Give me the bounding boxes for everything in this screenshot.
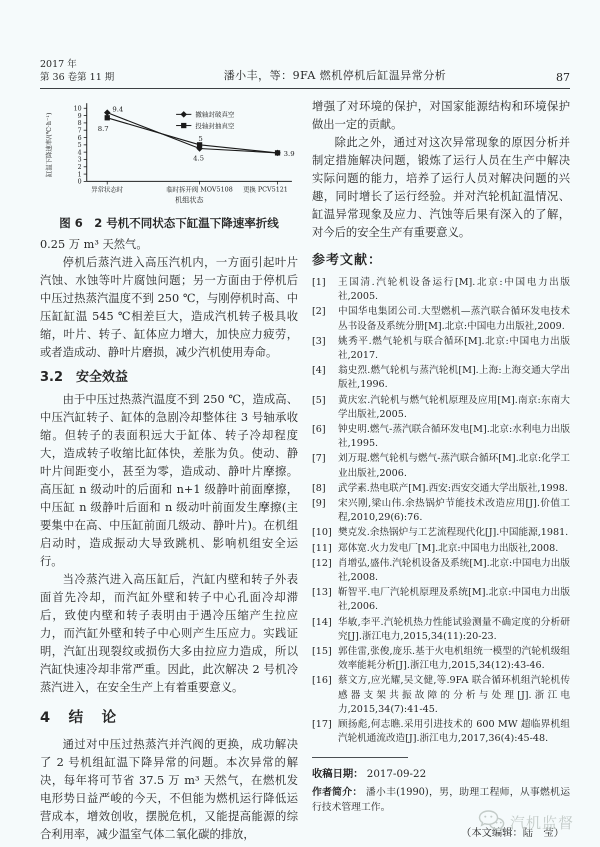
svg-text:机组状态: 机组状态 bbox=[175, 195, 204, 205]
reference-text: 姚秀平.燃气轮机与联合循环[M].北京:中国电力出版社,2017. bbox=[338, 335, 570, 362]
reference-number: [6] bbox=[312, 424, 326, 436]
svg-text:7: 7 bbox=[77, 127, 82, 135]
reference-text: 中国华电集团公司.大型燃机—蒸汽联合循环发电技术丛书设备及系统分册[M].北京:中国电力出版社,2009. bbox=[338, 306, 570, 332]
svg-text:6: 6 bbox=[77, 134, 82, 142]
reference-text: 武学素.热电联产[M].西安:西安交通大学出版社,1998. bbox=[338, 482, 568, 494]
reference-number: [15] bbox=[312, 646, 332, 658]
reference-item bbox=[312, 645, 570, 673]
author-bio-text: 潘小丰(1990)，男，助理工程师，从事燃机运行技术管理工作。 bbox=[312, 786, 571, 813]
svg-text:5: 5 bbox=[198, 134, 203, 143]
reference-item bbox=[312, 497, 570, 525]
reference-text: 顾扬彪,何志瞧.采用引进技术的 600 MW 超临界机组汽轮机通流改造[J].浙江电力,2017,36(4):45-48. bbox=[338, 719, 570, 745]
reference-text: 靳智平.电厂汽轮机原理及系统[M].北京:中国电力出版社,2006. bbox=[338, 587, 570, 613]
references-heading: 参考文献： bbox=[312, 253, 383, 268]
reference-item bbox=[312, 718, 570, 746]
svg-text:9: 9 bbox=[77, 112, 82, 120]
received-date-value: 2017-09-22 bbox=[366, 767, 427, 780]
references-list bbox=[312, 276, 570, 747]
reference-number: [2] bbox=[312, 306, 326, 318]
reference-item bbox=[312, 616, 570, 644]
svg-text:更换 PCV5121: 更换 PCV5121 bbox=[243, 185, 288, 194]
svg-text:4: 4 bbox=[77, 149, 82, 157]
reference-item bbox=[312, 542, 570, 556]
reference-text: 郭佳雷,张俊,庞乐.基于火电机组统一模型的汽轮机级组效率能耗分析[J].浙江电力,2015,34(12):43-46. bbox=[338, 646, 570, 672]
reference-number: [16] bbox=[312, 675, 332, 687]
reference-item bbox=[312, 364, 570, 392]
header-rule bbox=[40, 88, 570, 89]
reference-item bbox=[312, 674, 570, 717]
svg-text:3.9: 3.9 bbox=[283, 149, 295, 158]
reference-number: [4] bbox=[312, 365, 326, 377]
paragraph: 当冷蒸汽进入高压缸后，汽缸内壁和转子外表面首先冷却，而汽缸外壁和转子中心孔面冷却滞后，致使内壁和转子表明由于遇冷压缩产生拉应力，而汽缸外壁和转子中心则产生压应力。实践证明，汽缸出现裂纹或损伤大多由拉应力造成，所以汽缸快速冷却非常严重。因此，此次解决 2 号机冷蒸汽进入，在安全生产上有着重要意义。 bbox=[40, 573, 298, 694]
editor-note: （本文编辑：陆 莹） bbox=[461, 826, 564, 839]
reference-text: 蔡文方,应光耀,吴文健,等.9FA 联合循环机组汽轮机传感器支架共振故障的分析与处理[J].浙江电力,2015,34(7):41-45. bbox=[338, 675, 570, 715]
left-column bbox=[40, 98, 298, 844]
svg-text:8: 8 bbox=[77, 120, 82, 128]
page-number: 87 bbox=[556, 71, 570, 84]
reference-text: 郑体宽.火力发电厂[M].北京:中国电力出版社,2008. bbox=[338, 542, 559, 554]
svg-text:5: 5 bbox=[77, 142, 82, 150]
watermark-label: 汽机监督 bbox=[509, 813, 574, 832]
reference-text: 翁史烈.燃气轮机与蒸汽轮机[M].上海:上海交通大学出版社,1996. bbox=[338, 365, 570, 391]
section-3-2-heading: 3.2 安全效益 bbox=[40, 370, 129, 385]
paragraph: 停机后蒸汽进入高压汽机内，一方面引起叶片汽蚀、水蚀等叶片腐蚀问题；另一方面由于停机后中压过热蒸汽温度不到 250 ℃，与刚停机时高、中压缸缸温 545 ℃相差巨大，造成汽机转子极具收缩，叶片、转子、缸体应力增大，加快应力疲劳，或者造成动、静叶片磨损，减少汽机使用寿命。 bbox=[40, 256, 298, 359]
reference-number: [17] bbox=[312, 719, 332, 731]
reference-text: 华敏,李平.汽轮机热力性能试验测量不确定度的分析研究[J].浙江电力,2015,34(11):20-23. bbox=[338, 616, 570, 642]
journal-issue-block bbox=[40, 58, 160, 84]
paragraph-continuation: 增强了对环境的保护，对国家能源结构和环境保护做出一定的贡献。 bbox=[312, 100, 570, 131]
svg-text:0: 0 bbox=[77, 178, 82, 186]
reference-text: 肖增弘,盛伟.汽轮机设备及系统[M].北京:中国电力出版社,2008. bbox=[338, 557, 570, 584]
cylinder-temp-drop-chart bbox=[40, 98, 298, 212]
reference-item bbox=[312, 423, 570, 451]
reference-number: [12] bbox=[312, 557, 332, 569]
reference-text: 樊克发.余热锅炉与工艺流程现代化[J].中国能源,1981. bbox=[338, 527, 569, 539]
reference-item bbox=[312, 452, 570, 480]
paragraph-continuation: 0.25 万 m³ 天然气。 bbox=[40, 238, 148, 251]
svg-text:异常状态时: 异常状态时 bbox=[91, 185, 124, 194]
svg-text:9.4: 9.4 bbox=[112, 105, 124, 114]
svg-text:1: 1 bbox=[77, 171, 82, 179]
footnote-rule bbox=[312, 757, 408, 758]
svg-text:投轴封抽真空: 投轴封抽真空 bbox=[195, 121, 235, 130]
wechat-watermark bbox=[478, 809, 574, 835]
svg-text:撤轴封破真空: 撤轴封破真空 bbox=[195, 110, 235, 119]
reference-number: [1] bbox=[312, 277, 326, 288]
paragraph: 由于中压过热蒸汽温度不到 250 ℃，造成高、中压汽缸转子、缸体的急剧冷却整体往 3 号轴承收缩。但转子的表面积远大于缸体、转子冷却程度大，造成转子收缩比缸体快，差胀为负。使动、静叶片间距变小，甚至为零，造成动、静叶片摩擦。高压缸 n 级动叶的后面和 n+1 级静叶前面摩擦，中压缸 n 级静叶后面和 n 级动叶前面发生摩擦(主要集中在高、中压缸前面几级动、静叶片)。在机组启动时，造成振动大导致跳机、影响机组安全运行。 bbox=[40, 393, 298, 568]
svg-text:缸温下降速率/(℃·h⁻¹): 缸温下降速率/(℃·h⁻¹) bbox=[45, 112, 54, 178]
reference-item bbox=[312, 305, 570, 333]
figure-caption: 图 6 2 号机不同状态下缸温下降速率折线 bbox=[59, 216, 279, 230]
svg-text:8.7: 8.7 bbox=[97, 124, 109, 133]
received-date-label: 收稿日期： bbox=[312, 767, 364, 780]
reference-number: [14] bbox=[312, 616, 332, 628]
journal-volume-issue: 第 36 卷第 11 期 bbox=[40, 72, 115, 83]
reference-item bbox=[312, 526, 570, 540]
right-column bbox=[312, 98, 570, 844]
two-column-body bbox=[40, 98, 570, 844]
reference-text: 王国清.汽轮机设备运行[M].北京:中国电力出版社,2005. bbox=[338, 277, 570, 303]
reference-number: [5] bbox=[312, 394, 326, 406]
svg-text:2: 2 bbox=[77, 164, 82, 172]
reference-number: [9] bbox=[312, 498, 326, 510]
reference-text: 黄庆宏.汽轮机与燃气轮机原理及应用[M].南京:东南大学出版社,2005. bbox=[338, 394, 570, 420]
journal-year: 2017 年 bbox=[40, 59, 77, 70]
reference-item bbox=[312, 394, 570, 422]
svg-text:临时拆开阀 MOV5108: 临时拆开阀 MOV5108 bbox=[166, 185, 233, 194]
reference-item bbox=[312, 557, 570, 585]
reference-text: 刘万琨.燃气轮机与燃气-蒸汽联合循环[M].北京:化学工业出版社,2006. bbox=[338, 453, 570, 479]
wechat-icon bbox=[478, 809, 505, 835]
reference-number: [11] bbox=[312, 542, 332, 554]
section-4-heading: 4 结 论 bbox=[40, 710, 119, 726]
received-date-line bbox=[312, 766, 570, 782]
page-header bbox=[40, 58, 570, 84]
reference-number: [7] bbox=[312, 453, 326, 465]
reference-number: [8] bbox=[312, 482, 326, 494]
reference-text: 钟史明.燃气-蒸汽联合循环发电[M].北京:水利电力出版社,1995. bbox=[338, 424, 570, 450]
reference-item bbox=[312, 586, 570, 614]
running-title: 潘小丰，等：9FA 燃机停机后缸温异常分析 bbox=[223, 69, 447, 82]
figure-6 bbox=[40, 98, 298, 232]
author-bio-label: 作者简介： bbox=[312, 786, 363, 798]
reference-item bbox=[312, 335, 570, 363]
reference-number: [10] bbox=[312, 527, 332, 539]
reference-number: [3] bbox=[312, 335, 326, 347]
paragraph: 除此之外，通过对这次异常现象的原因分析并制定措施解决问题，锻炼了运行人员在生产中解决实际问题的能力，培养了运行人员对解决问题的兴趣，同时增长了运行经验。并对汽轮机缸温情况、缸温异常现象及应力、汽蚀等后果有深入的了解，对今后的安全生产有重要意义。 bbox=[312, 136, 570, 239]
reference-number: [13] bbox=[312, 587, 332, 599]
reference-item bbox=[312, 482, 570, 496]
svg-text:4.5: 4.5 bbox=[193, 154, 205, 163]
reference-item bbox=[312, 276, 570, 304]
reference-text: 宋兴刚,梁山伟.余热锅炉节能技术改造应用[J].价值工程,2010,29(6):76. bbox=[338, 498, 570, 524]
paragraph: 通过对中压过热蒸汽并汽阀的更换，成功解决了 2 号机组缸温下降异常的问题。本次异常的解决，每年将可节省 37.5 万 m³ 天然气，在燃机发电形势日益严峻的今天，不但能为燃机运行降低运营成本，增效创收，摆脱危机，又能提高能源的综合利用率，减少温室气体二氧化碳的排放， bbox=[40, 738, 298, 841]
svg-text:3: 3 bbox=[77, 156, 82, 164]
svg-text:10: 10 bbox=[73, 105, 82, 113]
